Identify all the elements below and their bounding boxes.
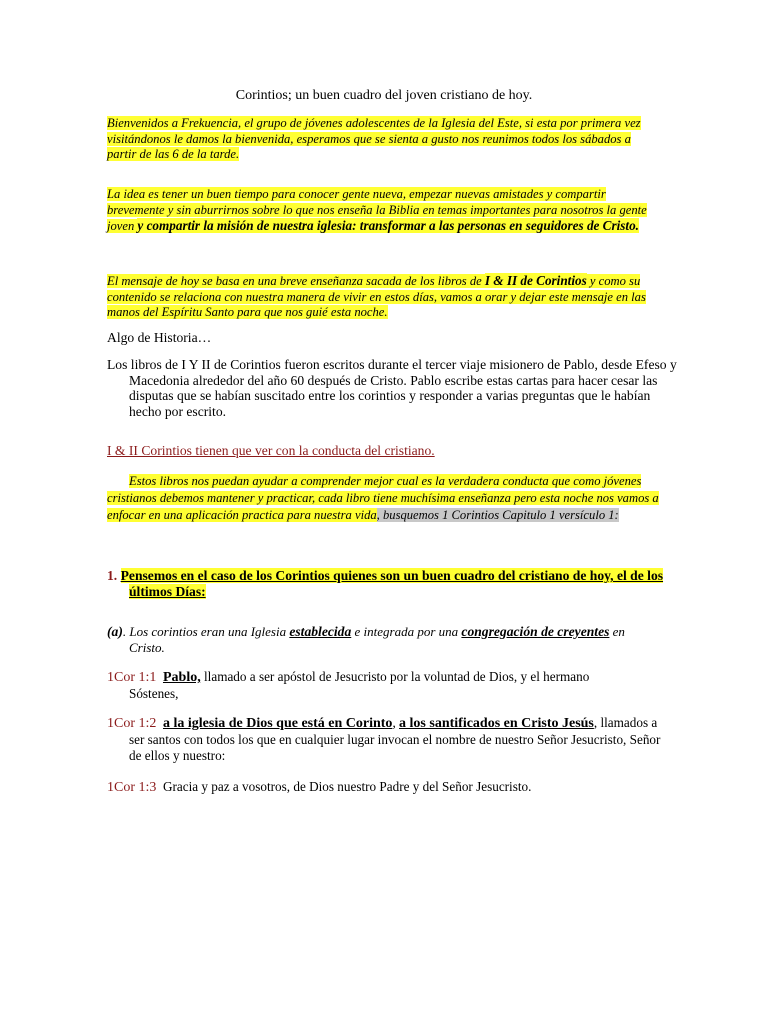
established-word: establecida	[289, 624, 352, 639]
verse-2-text: , llamados a ser santos con todos los que en cualquier lugar invocan el nombre de nuestro Señor Jesucristo, Señor de ellos y nuestro:	[129, 715, 661, 763]
message-books: I & II de Corintios	[484, 273, 587, 288]
message-paragraph	[107, 273, 662, 321]
point-1-number: 1.	[107, 568, 118, 583]
point-1-text: Pensemos en el caso de los Corintios quienes son un buen cuadro del cristiano de hoy, el de los últimos Días:	[120, 568, 664, 599]
conduct-text: Estos libros nos puedan ayudar a comprender mejor cual es la verdadera conducta que como jóvenes cristianos debemos mantener y practicar, cada libro tiene muchísima enseñanza pero esta noche nos vamos a enfocar en una aplicación practica para nuestra vida	[107, 474, 659, 522]
verse-3	[107, 779, 667, 796]
purpose-paragraph	[107, 187, 662, 235]
sub-point-a-text1: . Los corintios eran una Iglesia	[122, 624, 290, 639]
verse-1-text: llamado a ser apóstol de Jesucristo por la voluntad de Dios, y el hermano Sóstenes,	[129, 669, 590, 701]
sub-point-a-text2: e integrada por una	[351, 624, 462, 639]
purpose-text: La idea es tener un buen tiempo para conocer gente nueva, empezar nuevas amistades y compartir brevemente y sin aburrirnos sobre lo que nos enseña la Biblia en temas importantes para nosotros la gente joven	[107, 187, 647, 233]
verse-1-lead: Pablo,	[162, 670, 201, 685]
conduct-paragraph	[107, 473, 662, 524]
verse-3-ref: 1Cor 1:3	[107, 780, 157, 795]
conduct-reference: , busquemos 1 Corintios Capitulo 1 versículo 1:	[376, 508, 619, 522]
sub-point-a-text3: en Cristo.	[129, 624, 625, 655]
message-text-start: El mensaje de hoy se basa en una breve enseñanza sacada de los libros de	[107, 274, 485, 288]
message-text-end: y como su contenido se relaciona con nuestra manera de vivir en estos días, vamos a orar y dejar este mensaje en las manos del Espíritu Santo para que nos guié esta noche.	[107, 274, 646, 319]
congregation-phrase: congregación de creyentes	[461, 624, 610, 639]
verse-1	[107, 669, 639, 702]
history-body: Los libros de I Y II de Corintios fueron escritos durante el tercer viaje misionero de Pablo, desde Efeso y Macedonia alrededor del año 60 después de Cristo. Pablo escribe estas cartas para hacer cesar las disputas que se habían suscitado entre los corintios y responder a varias preguntas que le habían hecho por escrito.	[107, 357, 677, 419]
conduct-heading: I & II Corintios tienen que ver con la conducta del cristiano.	[107, 443, 435, 458]
verse-2-lead2: a los santificados en Cristo Jesús	[399, 716, 594, 731]
verse-2-ref: 1Cor 1:2	[107, 716, 157, 731]
verse-1-ref: 1Cor 1:1	[107, 670, 157, 685]
welcome-text: Bienvenidos a Frekuencia, el grupo de jóvenes adolescentes de la Iglesia del Este, si esta por primera vez visitándonos le damos la bienvenida, esperamos que se sienta a gusto nos reunimos todos los sábados a partir de las 6 de la tarde.	[107, 116, 641, 161]
verse-2-sep: ,	[392, 715, 400, 730]
sub-point-a-label: (a)	[107, 624, 123, 639]
verse-3-text: Gracia y paz a vosotros, de Dios nuestro Padre y del Señor Jesucristo.	[162, 779, 532, 794]
verse-2	[107, 715, 674, 764]
welcome-paragraph	[107, 116, 662, 163]
mission-text: y compartir la misión de nuestra iglesia: transformar a las personas en seguidores de Cristo.	[137, 218, 639, 233]
verse-2-lead: a la iglesia de Dios que está en Corinto	[162, 716, 393, 731]
document-title: Corintios; un buen cuadro del joven cristiano de hoy.	[235, 88, 533, 103]
point-1	[107, 568, 689, 599]
sub-point-a	[107, 624, 639, 655]
history-heading: Algo de Historia…	[107, 330, 212, 345]
